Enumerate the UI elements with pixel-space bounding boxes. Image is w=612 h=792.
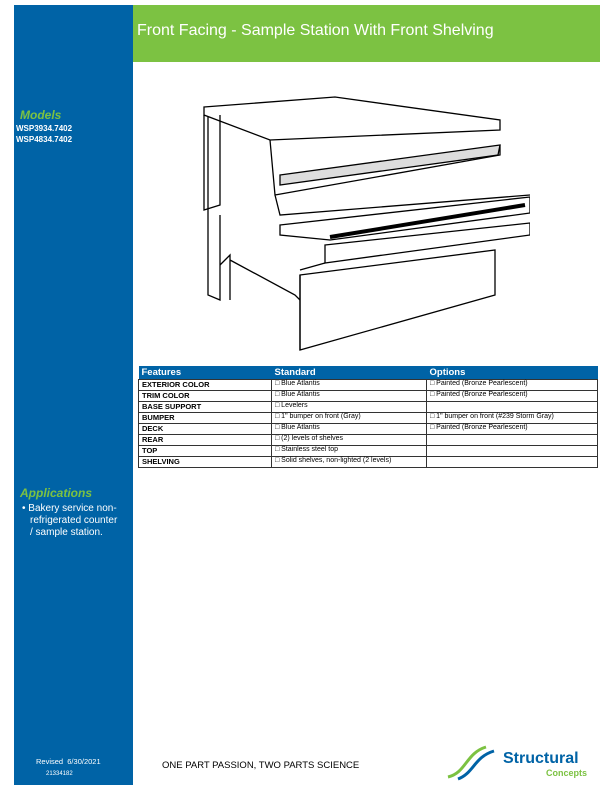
- doc-number: 21334182: [46, 771, 73, 777]
- model-item: WSP4834.7402: [16, 135, 73, 144]
- table-row: [139, 435, 598, 446]
- logo-swoosh-icon: [446, 745, 496, 781]
- table-row: [139, 413, 598, 424]
- feature-cell: DECK: [139, 424, 272, 435]
- option-cell: □ Painted (Bronze Pearlescent): [427, 391, 598, 402]
- models-heading: Models: [20, 108, 62, 122]
- application-item: • Bakery service non-refrigerated counter / sample station.: [22, 503, 118, 538]
- option-cell: □ 1" bumper on front (#239 Storm Gray): [427, 413, 598, 424]
- revised-date: Revised 6/30/2021: [36, 757, 101, 766]
- option-cell: [427, 446, 598, 457]
- col-features: Features: [139, 366, 272, 380]
- standard-cell: □ Solid shelves, non-lighted (2 levels): [272, 457, 427, 468]
- sidebar: [14, 5, 133, 785]
- applications-list: [22, 503, 122, 539]
- table-row: [139, 380, 598, 391]
- table-row: [139, 424, 598, 435]
- option-cell: □ Painted (Bronze Pearlescent): [427, 424, 598, 435]
- standard-cell: □ 1" bumper on front (Gray): [272, 413, 427, 424]
- table-row: [139, 391, 598, 402]
- col-standard: Standard: [272, 366, 427, 380]
- table-row: [139, 446, 598, 457]
- tagline: ONE PART PASSION, TWO PARTS SCIENCE: [162, 760, 360, 771]
- features-table: [138, 366, 598, 468]
- option-cell: □ Painted (Bronze Pearlescent): [427, 380, 598, 391]
- standard-cell: □ (2) levels of shelves: [272, 435, 427, 446]
- header-bar: [133, 5, 600, 62]
- feature-cell: BASE SUPPORT: [139, 402, 272, 413]
- structural-concepts-logo: [446, 745, 596, 785]
- model-item: WSP3934.7402: [16, 124, 73, 133]
- standard-cell: □ Levelers: [272, 402, 427, 413]
- standard-cell: □ Blue Atlantis: [272, 380, 427, 391]
- models-list: [16, 123, 72, 145]
- standard-cell: □ Blue Atlantis: [272, 391, 427, 402]
- option-cell: [427, 402, 598, 413]
- standard-cell: □ Stainless steel top: [272, 446, 427, 457]
- page-title: Front Facing - Sample Station With Front Shelving: [137, 22, 494, 39]
- standard-cell: □ Blue Atlantis: [272, 424, 427, 435]
- logo-text-top: Structural: [503, 750, 579, 767]
- feature-cell: SHELVING: [139, 457, 272, 468]
- option-cell: [427, 435, 598, 446]
- feature-cell: EXTERIOR COLOR: [139, 380, 272, 391]
- col-options: Options: [427, 366, 598, 380]
- option-cell: [427, 457, 598, 468]
- applications-heading: Applications: [20, 486, 93, 500]
- feature-cell: TOP: [139, 446, 272, 457]
- product-drawing: [200, 95, 530, 355]
- feature-cell: BUMPER: [139, 413, 272, 424]
- feature-cell: TRIM COLOR: [139, 391, 272, 402]
- feature-cell: REAR: [139, 435, 272, 446]
- table-row: [139, 402, 598, 413]
- table-row: [139, 457, 598, 468]
- logo-text-bottom: Concepts: [546, 768, 588, 778]
